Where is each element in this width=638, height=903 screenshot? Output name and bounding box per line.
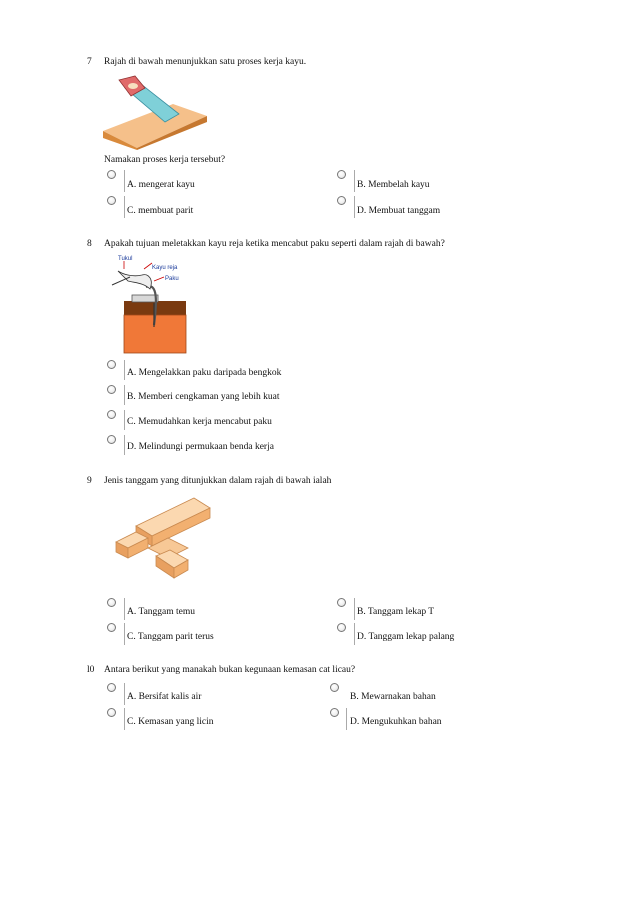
joint-figure [110, 490, 220, 590]
question-7-text: Rajah di bawah menunjukkan satu proses kerja kayu. [104, 57, 307, 67]
figure-label-nail: Paku [165, 276, 179, 282]
option-radio-10d[interactable] [330, 708, 339, 717]
option-10c: C. Kemasan yang licin [127, 717, 214, 727]
option-radio-10a[interactable] [107, 683, 116, 692]
figure-label-hammer: Tukul [118, 256, 133, 262]
option-radio-8b[interactable] [107, 385, 116, 394]
option-radio-10c[interactable] [107, 708, 116, 717]
option-radio-7a[interactable] [107, 170, 116, 179]
option-divider [124, 683, 125, 705]
option-divider [354, 598, 355, 620]
option-7d: D. Membuat tanggam [357, 206, 441, 216]
question-9-text: Jenis tanggam yang ditunjukkan dalam rajah di bawah ialah [104, 476, 332, 486]
option-divider [124, 360, 125, 380]
option-divider [124, 435, 125, 455]
option-radio-8d[interactable] [107, 435, 116, 444]
option-8b: B. Memberi cengkaman yang lebih kuat [127, 392, 280, 402]
option-9c: C. Tanggam parit terus [127, 632, 214, 642]
nail-pulling-figure [110, 255, 190, 355]
option-radio-9a[interactable] [107, 598, 116, 607]
sawing-figure [103, 76, 209, 150]
question-8-number: 8 [87, 239, 92, 249]
option-divider [124, 196, 125, 218]
option-divider [124, 410, 125, 430]
option-10a: A. Bersifat kalis air [127, 692, 202, 702]
option-radio-8c[interactable] [107, 410, 116, 419]
option-8a: A. Mengelakkan paku daripada bengkok [127, 368, 282, 378]
option-divider [124, 170, 125, 192]
option-8c: C. Memudahkan kerja mencabut paku [127, 417, 272, 427]
option-divider [124, 708, 125, 730]
option-7c: C. membuat parit [127, 206, 194, 216]
option-radio-9d[interactable] [337, 623, 346, 632]
option-radio-8a[interactable] [107, 360, 116, 369]
option-radio-9b[interactable] [337, 598, 346, 607]
question-9-number: 9 [87, 476, 92, 486]
option-divider [354, 623, 355, 645]
option-divider [346, 708, 347, 730]
option-9d: D. Tanggam lekap palang [357, 632, 455, 642]
option-7b: B. Membelah kayu [357, 180, 430, 190]
option-10b: B. Mewarnakan bahan [350, 692, 436, 702]
option-9b: B. Tanggam lekap T [357, 607, 435, 617]
question-8-text: Apakah tujuan meletakkan kayu reja ketika mencabut paku seperti dalam rajah di bawah? [104, 239, 445, 249]
question-10-number: l0 [87, 665, 95, 675]
question-10-text: Antara berikut yang manakah bukan kegunaan kemasan cat licau? [104, 665, 356, 675]
option-divider [124, 598, 125, 620]
option-9a: A. Tanggam temu [127, 607, 196, 617]
question-7-subtext: Namakan proses kerja tersebut? [104, 155, 226, 165]
option-divider [124, 623, 125, 645]
option-divider [354, 196, 355, 218]
option-radio-9c[interactable] [107, 623, 116, 632]
option-8d: D. Melindungi permukaan benda kerja [127, 442, 274, 452]
option-divider [124, 385, 125, 405]
option-radio-7b[interactable] [337, 170, 346, 179]
option-radio-7d[interactable] [337, 196, 346, 205]
option-divider [354, 170, 355, 192]
figure-label-scrap-wood: Kayu reja [152, 265, 178, 271]
option-radio-7c[interactable] [107, 196, 116, 205]
option-10d: D. Mengukuhkan bahan [350, 717, 442, 727]
option-radio-10b[interactable] [330, 683, 339, 692]
question-7-number: 7 [87, 57, 92, 67]
option-7a: A. mengerat kayu [127, 180, 195, 190]
